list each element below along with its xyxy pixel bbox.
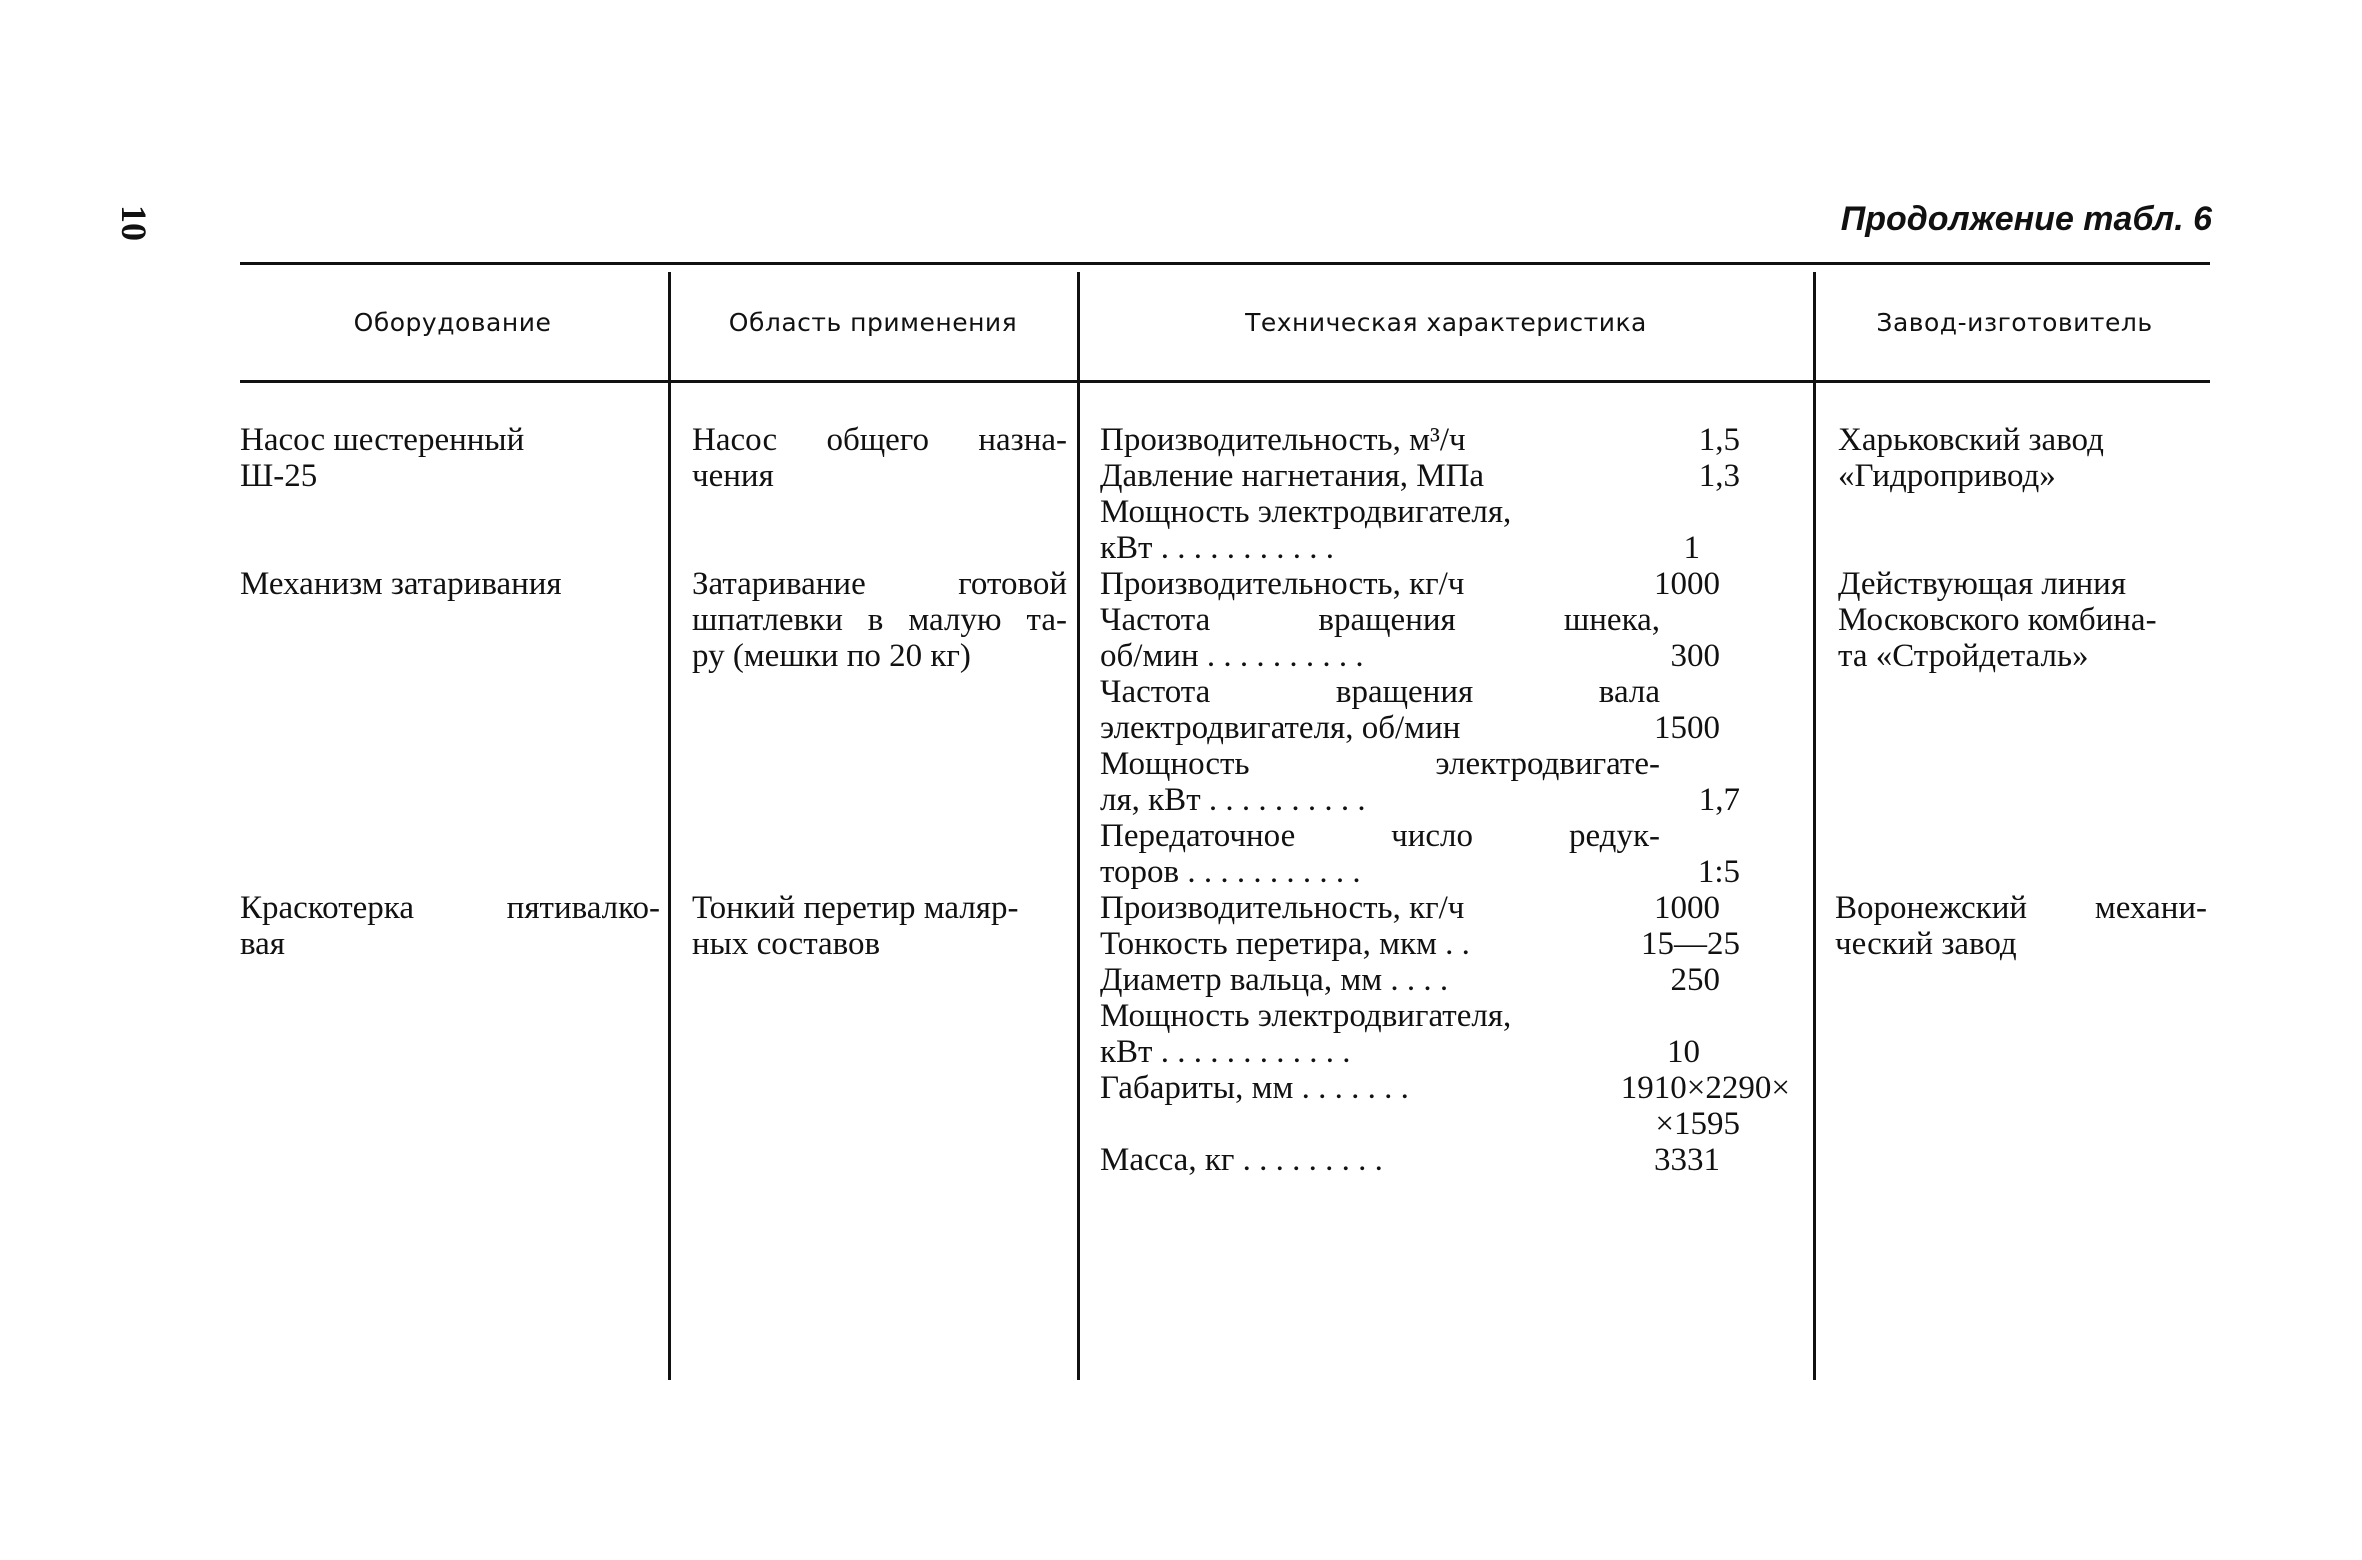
table-top-rule <box>240 262 2210 265</box>
spec-value: 1500 <box>1654 710 1720 746</box>
spec-label: Мощность электродвигате- <box>1100 746 1660 782</box>
row3-application <box>692 890 1067 962</box>
spec-label: Частота вращения шнека, <box>1100 602 1660 638</box>
spec-value: 1,7 <box>1698 782 1740 818</box>
row3-manufacturer-line2: ческий завод <box>1835 926 2017 962</box>
spec-value: 10 <box>1667 1034 1700 1070</box>
spec-label-cont: кВт . . . . . . . . . . . . <box>1100 1034 1351 1070</box>
spec-label: Частота вращения вала <box>1100 674 1660 710</box>
spec-label: Давление нагнетания, МПа <box>1100 458 1485 494</box>
spec-value: 1 <box>1683 530 1700 566</box>
row1-equipment-line1: Насос шестеренный <box>240 422 525 458</box>
table-header-rule <box>240 380 2210 383</box>
row2-manufacturer <box>1838 566 2208 674</box>
row2-manufacturer-line1: Действующая линия <box>1838 566 2127 602</box>
spec-row <box>1100 602 1660 674</box>
spec-row <box>1100 962 1660 998</box>
spec-label: Мощность электродвигателя, <box>1100 494 1512 530</box>
spec-value: 1000 <box>1654 566 1720 602</box>
spec-label: Габариты, мм . . . . . . . <box>1100 1070 1409 1106</box>
spec-label: Мощность электродвигателя, <box>1100 998 1512 1034</box>
spec-value-cont: ×1595 <box>1655 1106 1740 1142</box>
row1-application-line1: Насос общего назна- <box>692 422 1067 458</box>
row3-application-line2: ных составов <box>692 926 881 962</box>
spec-row <box>1100 494 1660 566</box>
spec-label: Масса, кг . . . . . . . . . <box>1100 1142 1383 1178</box>
spec-value: 300 <box>1670 638 1720 674</box>
column-divider-3 <box>1813 272 1816 1380</box>
row2-manufacturer-line2: Московского комбина- <box>1838 602 2157 638</box>
row2-application <box>692 566 1067 674</box>
spec-row <box>1100 998 1660 1070</box>
spec-value: 1000 <box>1654 890 1720 926</box>
row2-application-line1: Затаривание готовой <box>692 566 1067 602</box>
spec-label-cont: кВт . . . . . . . . . . . <box>1100 530 1334 566</box>
spec-label-cont: ля, кВт . . . . . . . . . . <box>1100 782 1366 818</box>
spec-label: Передаточное число редук- <box>1100 818 1660 854</box>
header-equipment: Оборудование <box>353 308 552 337</box>
spec-row <box>1100 926 1660 962</box>
spec-value: 3331 <box>1654 1142 1720 1178</box>
spec-row <box>1100 890 1660 926</box>
spec-row <box>1100 422 1660 458</box>
row1-manufacturer-line1: Харьковский завод <box>1838 422 2104 458</box>
spec-label: Производительность, м³/ч <box>1100 422 1466 458</box>
row1-application <box>692 422 1067 494</box>
spec-row <box>1100 458 1660 494</box>
spec-value: 1,5 <box>1698 422 1740 458</box>
row1-equipment <box>240 422 660 494</box>
row2-manufacturer-line3: та «Стройдеталь» <box>1838 638 2089 674</box>
row3-application-line1: Тонкий перетир маляр- <box>692 890 1019 926</box>
page-number: 10 <box>114 205 154 241</box>
spec-label-cont: торов . . . . . . . . . . . <box>1100 854 1361 890</box>
spec-label: Диаметр вальца, мм . . . . <box>1100 962 1449 998</box>
row1-manufacturer <box>1838 422 2208 494</box>
spec-label-cont: электродвигателя, об/мин <box>1100 710 1461 746</box>
spec-label-cont: об/мин . . . . . . . . . . <box>1100 638 1364 674</box>
row3-equipment-line2: вая <box>240 926 285 962</box>
column-divider-1 <box>668 272 671 1380</box>
spec-label: Тонкость перетира, мкм . . <box>1100 926 1470 962</box>
spec-row <box>1100 818 1660 890</box>
spec-value: 15—25 <box>1641 926 1740 962</box>
row2-equipment-line1: Механизм затаривания <box>240 566 562 602</box>
row2-equipment <box>240 566 660 602</box>
row3-manufacturer <box>1835 890 2207 962</box>
spec-row <box>1100 1142 1660 1178</box>
row2-application-line3: ру (мешки по 20 кг) <box>692 638 971 674</box>
spec-value: 250 <box>1670 962 1720 998</box>
row1-manufacturer-line2: «Гидропривод» <box>1838 458 2056 494</box>
spec-value: 1910×2290× <box>1620 1070 1790 1106</box>
header-manufacturer: Завод-изготовитель <box>1876 308 2153 337</box>
spec-value: 1:5 <box>1697 854 1740 890</box>
row3-equipment <box>240 890 660 962</box>
spec-value: 1,3 <box>1698 458 1740 494</box>
row1-application-line2: чения <box>692 458 774 494</box>
spec-label: Производительность, кг/ч <box>1100 566 1465 602</box>
row3-manufacturer-line1: Воронежский механи- <box>1835 890 2207 926</box>
header-technical: Техническая характеристика <box>1245 308 1647 337</box>
spec-row <box>1100 566 1660 602</box>
row3-equipment-line1: Краскотерка пятивалко- <box>240 890 660 926</box>
column-divider-2 <box>1077 272 1080 1380</box>
row2-application-line2: шпатлевки в малую та- <box>692 602 1067 638</box>
spec-label: Производительность, кг/ч <box>1100 890 1465 926</box>
table-caption: Продолжение табл. 6 <box>1840 200 2212 238</box>
spec-row <box>1100 674 1660 746</box>
row1-equipment-line2: Ш-25 <box>240 458 318 494</box>
header-application: Область применения <box>728 308 1018 337</box>
spec-row <box>1100 746 1660 818</box>
